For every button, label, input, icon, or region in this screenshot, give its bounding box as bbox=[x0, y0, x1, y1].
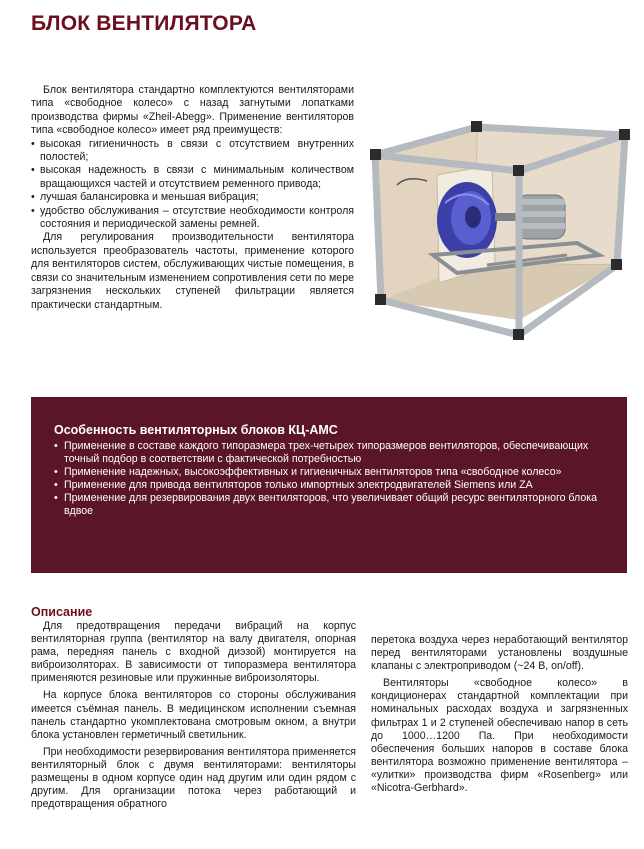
advantages-list bbox=[31, 138, 354, 232]
intro-text bbox=[31, 84, 354, 312]
page-title: БЛОК ВЕНТИЛЯТОРА bbox=[31, 12, 257, 35]
advantage-item: • лучшая балансировка и меньшая вибрация; bbox=[31, 191, 354, 204]
description-right-column bbox=[371, 634, 628, 799]
description-paragraph: На корпусе блока вентиляторов со стороны обслуживания имеется съёмная панель. В медицинском исполнении съемная панель стандартно укомплектована смотровым окном, а внутри блока установлен герметичный светильник. bbox=[31, 689, 356, 741]
features-box bbox=[31, 397, 627, 573]
feature-item: • Применение в составе каждого типоразмера трех-четырех типоразмеров вентиляторов, обеспечивающих точный подбор в соответствии с фактической потребностью bbox=[54, 440, 607, 466]
description-paragraph: При необходимости резервирования вентилятора применяется вентиляторный блок с двумя вентиляторами: вентиляторы размещены в одном корпусе один над другим или один рядом с другим. Для организации потока через работающий и предотвращения обратного bbox=[31, 745, 356, 811]
description-left-column bbox=[31, 620, 356, 815]
intro-paragraph: Для регулирования производительности вентилятора используется преобразователь частоты, применение которого для вентиляторов систем, обслуживающих чистые помещения, в связи со значительным изменением сопротивления сети по мере загрязнения нескольких ступеней фильтрации является практически стандартным. bbox=[31, 231, 354, 311]
advantage-item: • высокая надежность в связи с минимальным количеством вращающихся частей и отсутствием ременного привода; bbox=[31, 164, 354, 191]
feature-item: • Применение для резервирования двух вентиляторов, что увеличивает общий ресурс вентиляторного блока вдвое bbox=[54, 492, 607, 518]
description-title: Описание bbox=[31, 605, 93, 619]
intro-paragraph: Блок вентилятора стандартно комплектуются вентиляторами типа «свободное колесо» с назад загнутыми лопатками производства фирмы «Zheil-Abegg». Применение вентиляторов типа «свободное колесо» имеет ряд преимуществ: bbox=[31, 84, 354, 137]
features-title: Особенность вентиляторных блоков КЦ-АМС bbox=[54, 423, 338, 437]
feature-item: • Применение надежных, высокоэффективных и гигиеничных вентиляторов типа «свободное колесо» bbox=[54, 466, 607, 479]
features-list bbox=[54, 440, 607, 519]
advantage-item: • удобство обслуживания – отсутствие необходимости контроля состояния и периодической замены ремней. bbox=[31, 205, 354, 232]
feature-item: • Применение для привода вентиляторов только импортных электродвигателей Siemens или ZA bbox=[54, 479, 607, 492]
advantage-item: • высокая гигиеничность в связи с отсутствием внутренних полостей; bbox=[31, 138, 354, 165]
description-paragraph: перетока воздуха через неработающий вентилятор перед вентиляторами установлены воздушные клапаны с электроприводом (~24 В, on/off). bbox=[371, 634, 628, 673]
description-paragraph: Вентиляторы «свободное колесо» в кондиционерах стандартной комплектации при номинальных расходах воздуха и загрязненных фильтрах 1 и 2 ступеней обеспечиваю напор в сеть до 1000…1200 Па. При необходимости обеспечения больших напоров в составе блока вентилятора возможно применение вентилятора – «улитки» производства фирм «Rosenberg» или «Nicotra-Gerbhard». bbox=[371, 677, 628, 795]
description-paragraph: Для предотвращения передачи вибраций на корпус вентиляторная группа (вентилятор на валу двигателя, опорная рама, передняя панель с входной диэзой) монтируется на виброизоляторах. В зависимости от типоразмера вентилятора применяются резиновые или пружинные виброизоляторы. bbox=[31, 620, 356, 685]
fan-unit-illustration bbox=[367, 115, 635, 345]
